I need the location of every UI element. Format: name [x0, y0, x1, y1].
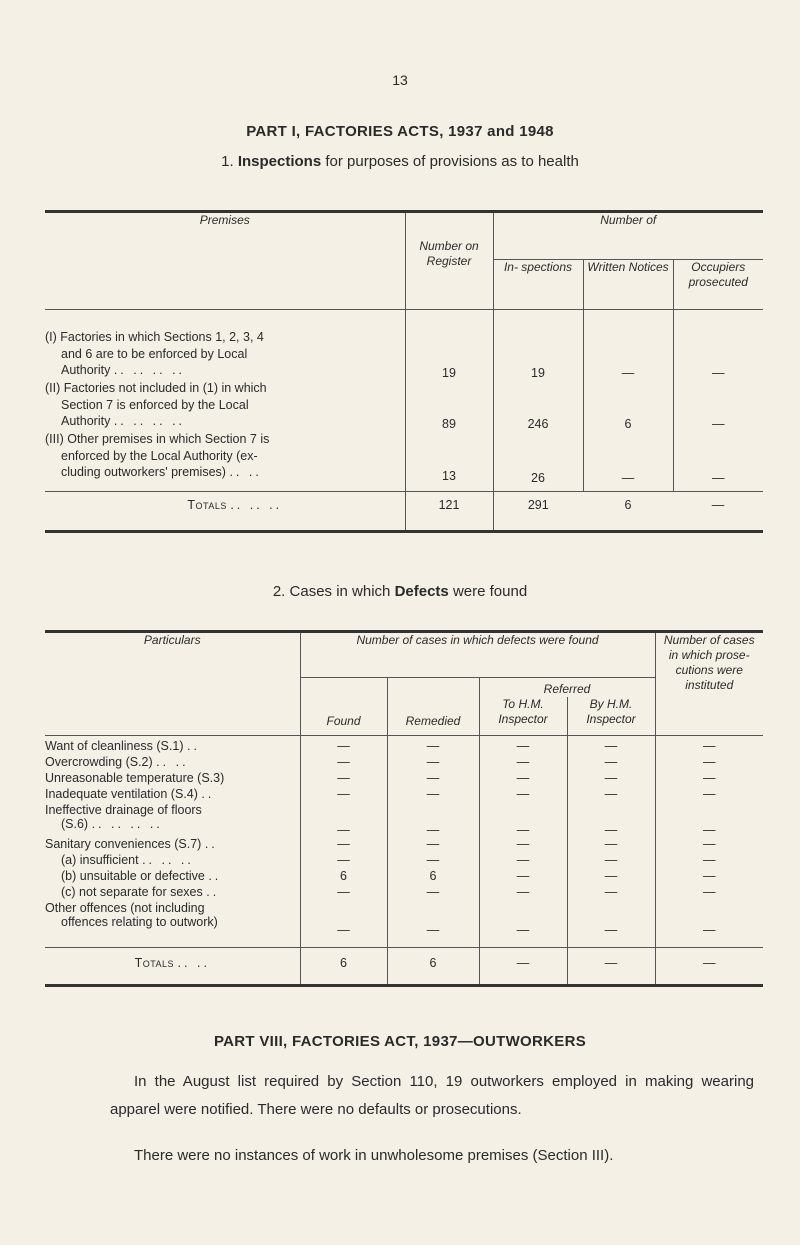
- totals-by-hm: —: [567, 947, 655, 985]
- cell-inspections: 26: [493, 431, 583, 491]
- table-row: [45, 380, 763, 431]
- cell-remedied: —: [387, 787, 479, 803]
- row-label: (b) unsuitable or defective ..: [61, 869, 222, 883]
- cell-found: —: [300, 803, 387, 837]
- unwholesome-premises-paragraph: There were no instances of work in unwholesome premises (Section III).: [134, 1147, 614, 1164]
- cell-by-hm: —: [567, 853, 655, 869]
- row-label: Overcrowding (S.2) .. ..: [45, 755, 189, 769]
- cell-prosecutions: —: [655, 803, 763, 837]
- table-row: [45, 885, 763, 901]
- totals-prosecutions: —: [655, 947, 763, 985]
- cell-prosecuted: —: [673, 380, 763, 431]
- cell-remedied: —: [387, 755, 479, 771]
- cell-prosecutions: —: [655, 885, 763, 901]
- cell-to-hm: —: [479, 787, 567, 803]
- header-remedied: Remedied: [387, 677, 479, 735]
- row-label: (a) insufficient .. .. ..: [61, 853, 194, 867]
- row-label-line: Authority .. .. .. ..: [61, 363, 186, 377]
- cell-register: 13: [405, 431, 493, 491]
- totals-remedied: 6: [387, 947, 479, 985]
- totals-to-hm: —: [479, 947, 567, 985]
- table-row: [45, 739, 763, 755]
- cell-remedied: —: [387, 739, 479, 755]
- header-particulars: Particulars: [45, 633, 300, 735]
- table-row: [45, 853, 763, 869]
- cell-found: —: [300, 771, 387, 787]
- table-row: [45, 329, 763, 380]
- section-number: 2.: [272, 583, 286, 600]
- cell-inspections: 246: [493, 380, 583, 431]
- cell-remedied: —: [387, 803, 479, 837]
- header-number-of-cases: Number of cases in which defects were found: [300, 633, 655, 677]
- cell-prosecutions: —: [655, 755, 763, 771]
- cell-to-hm: —: [479, 869, 567, 885]
- cell-prosecutions: —: [655, 853, 763, 869]
- header-to-hm-inspector: To H.M. Inspector: [479, 697, 567, 735]
- row-label: Sanitary conveniences (S.7) ..: [45, 837, 218, 851]
- table-row: [45, 771, 763, 787]
- row-label-line: Authority .. .. .. ..: [61, 414, 186, 428]
- cell-by-hm: —: [567, 837, 655, 853]
- cell-prosecutions: —: [655, 739, 763, 755]
- totals-row: [45, 491, 763, 531]
- cell-notices: —: [583, 431, 673, 491]
- cell-notices: —: [583, 329, 673, 380]
- header-number-of: Number of: [493, 213, 763, 259]
- cell-to-hm: —: [479, 901, 567, 937]
- section-bold-term: Defects: [394, 583, 449, 600]
- row-label: Inadequate ventilation (S.4) ..: [45, 787, 215, 801]
- header-referred: Referred: [479, 677, 655, 697]
- cell-to-hm: —: [479, 837, 567, 853]
- cell-inspections: 19: [493, 329, 583, 380]
- cell-remedied: —: [387, 885, 479, 901]
- header-written-notices: Written Notices: [583, 259, 673, 309]
- row-label: Ineffective drainage of floors (S.6) .. .. .. ..: [45, 803, 202, 831]
- header-prosecutions: Number of cases in which prose- cutions were instituted: [655, 633, 763, 735]
- totals-inspections: 291: [493, 491, 583, 531]
- cell-remedied: —: [387, 771, 479, 787]
- cell-by-hm: —: [567, 869, 655, 885]
- cell-by-hm: —: [567, 901, 655, 937]
- row-label: Other offences (not including offences relating to outwork): [45, 901, 218, 929]
- totals-register: 121: [405, 491, 493, 531]
- totals-label: Totals .. .. ..: [45, 491, 405, 531]
- cell-found: —: [300, 837, 387, 853]
- totals-found: 6: [300, 947, 387, 985]
- table-row: [45, 901, 763, 937]
- cell-by-hm: —: [567, 771, 655, 787]
- table-row: [45, 837, 763, 853]
- cell-to-hm: —: [479, 803, 567, 837]
- cell-notices: 6: [583, 380, 673, 431]
- cell-prosecuted: —: [673, 329, 763, 380]
- cell-to-hm: —: [479, 771, 567, 787]
- section-two-heading: [0, 583, 800, 600]
- outworkers-paragraph: In the August list required by Section 110, 19 outworkers employed in making wearing apparel were notified. There were no defaults or prosecutions.: [110, 1073, 754, 1118]
- cell-found: —: [300, 739, 387, 755]
- table-row: [45, 803, 763, 837]
- cell-found: —: [300, 885, 387, 901]
- cell-found: 6: [300, 869, 387, 885]
- header-by-hm-inspector: By H.M. Inspector: [567, 697, 655, 735]
- cell-remedied: —: [387, 901, 479, 937]
- cell-remedied: 6: [387, 869, 479, 885]
- cell-by-hm: —: [567, 739, 655, 755]
- totals-notices: 6: [583, 491, 673, 531]
- cell-found: —: [300, 901, 387, 937]
- section-pre: Cases in which: [289, 583, 391, 600]
- cell-remedied: —: [387, 853, 479, 869]
- cell-by-hm: —: [567, 803, 655, 837]
- header-inspections: In- spections: [493, 259, 583, 309]
- cell-by-hm: —: [567, 755, 655, 771]
- row-label-line: enforced by the Local Authority (ex-: [61, 448, 258, 463]
- cell-by-hm: —: [567, 787, 655, 803]
- header-number-on-register: Number on Register: [405, 213, 493, 309]
- row-label-line: cluding outworkers' premises) .. ..: [61, 465, 262, 479]
- row-label-line: Section 7 is enforced by the Local: [61, 397, 249, 412]
- row-label: Unreasonable temperature (S.3): [45, 771, 225, 785]
- section-post: were found: [452, 583, 528, 600]
- part-eight-heading: PART VIII, FACTORIES ACT, 1937—OUTWORKERS: [213, 1033, 587, 1050]
- header-occupiers-prosecuted: Occupiers prosecuted: [673, 259, 763, 309]
- totals-row: [45, 947, 763, 985]
- row-label-line: (I) Factories in which Sections 1, 2, 3, 4: [45, 330, 264, 344]
- inspections-table: [45, 210, 763, 533]
- row-label: Want of cleanliness (S.1) ..: [45, 739, 200, 753]
- cell-to-hm: —: [479, 885, 567, 901]
- page-number: 13: [392, 72, 408, 88]
- table-row: [45, 787, 763, 803]
- section-number: 1.: [221, 153, 234, 170]
- cell-prosecutions: —: [655, 869, 763, 885]
- cell-prosecuted: —: [673, 431, 763, 491]
- section-rest: for purposes of provisions as to health: [325, 153, 579, 170]
- section-bold-term: Inspections: [237, 153, 322, 170]
- cell-found: —: [300, 787, 387, 803]
- cell-by-hm: —: [567, 885, 655, 901]
- defects-table: [45, 630, 763, 987]
- cell-prosecutions: —: [655, 771, 763, 787]
- row-label-line: and 6 are to be enforced by Local: [61, 346, 248, 361]
- cell-found: —: [300, 853, 387, 869]
- totals-prosecuted: —: [673, 491, 763, 531]
- header-found: Found: [300, 677, 387, 735]
- table-row: [45, 869, 763, 885]
- cell-to-hm: —: [479, 739, 567, 755]
- header-premises: Premises: [45, 213, 405, 309]
- totals-label: Totals .. ..: [45, 947, 300, 985]
- row-label-line: (III) Other premises in which Section 7 is: [45, 432, 270, 446]
- cell-prosecutions: —: [655, 837, 763, 853]
- table-row: [45, 755, 763, 771]
- cell-found: —: [300, 755, 387, 771]
- cell-to-hm: —: [479, 853, 567, 869]
- part-one-heading: PART I, FACTORIES ACTS, 1937 and 1948: [246, 123, 554, 140]
- cell-prosecutions: —: [655, 901, 763, 937]
- cell-register: 19: [405, 329, 493, 380]
- section-one-heading: [0, 153, 800, 170]
- cell-prosecutions: —: [655, 787, 763, 803]
- row-label: (c) not separate for sexes ..: [61, 885, 220, 899]
- cell-remedied: —: [387, 837, 479, 853]
- row-label-line: (II) Factories not included in (1) in which: [45, 381, 267, 395]
- table-row: [45, 431, 763, 491]
- cell-register: 89: [405, 380, 493, 431]
- cell-to-hm: —: [479, 755, 567, 771]
